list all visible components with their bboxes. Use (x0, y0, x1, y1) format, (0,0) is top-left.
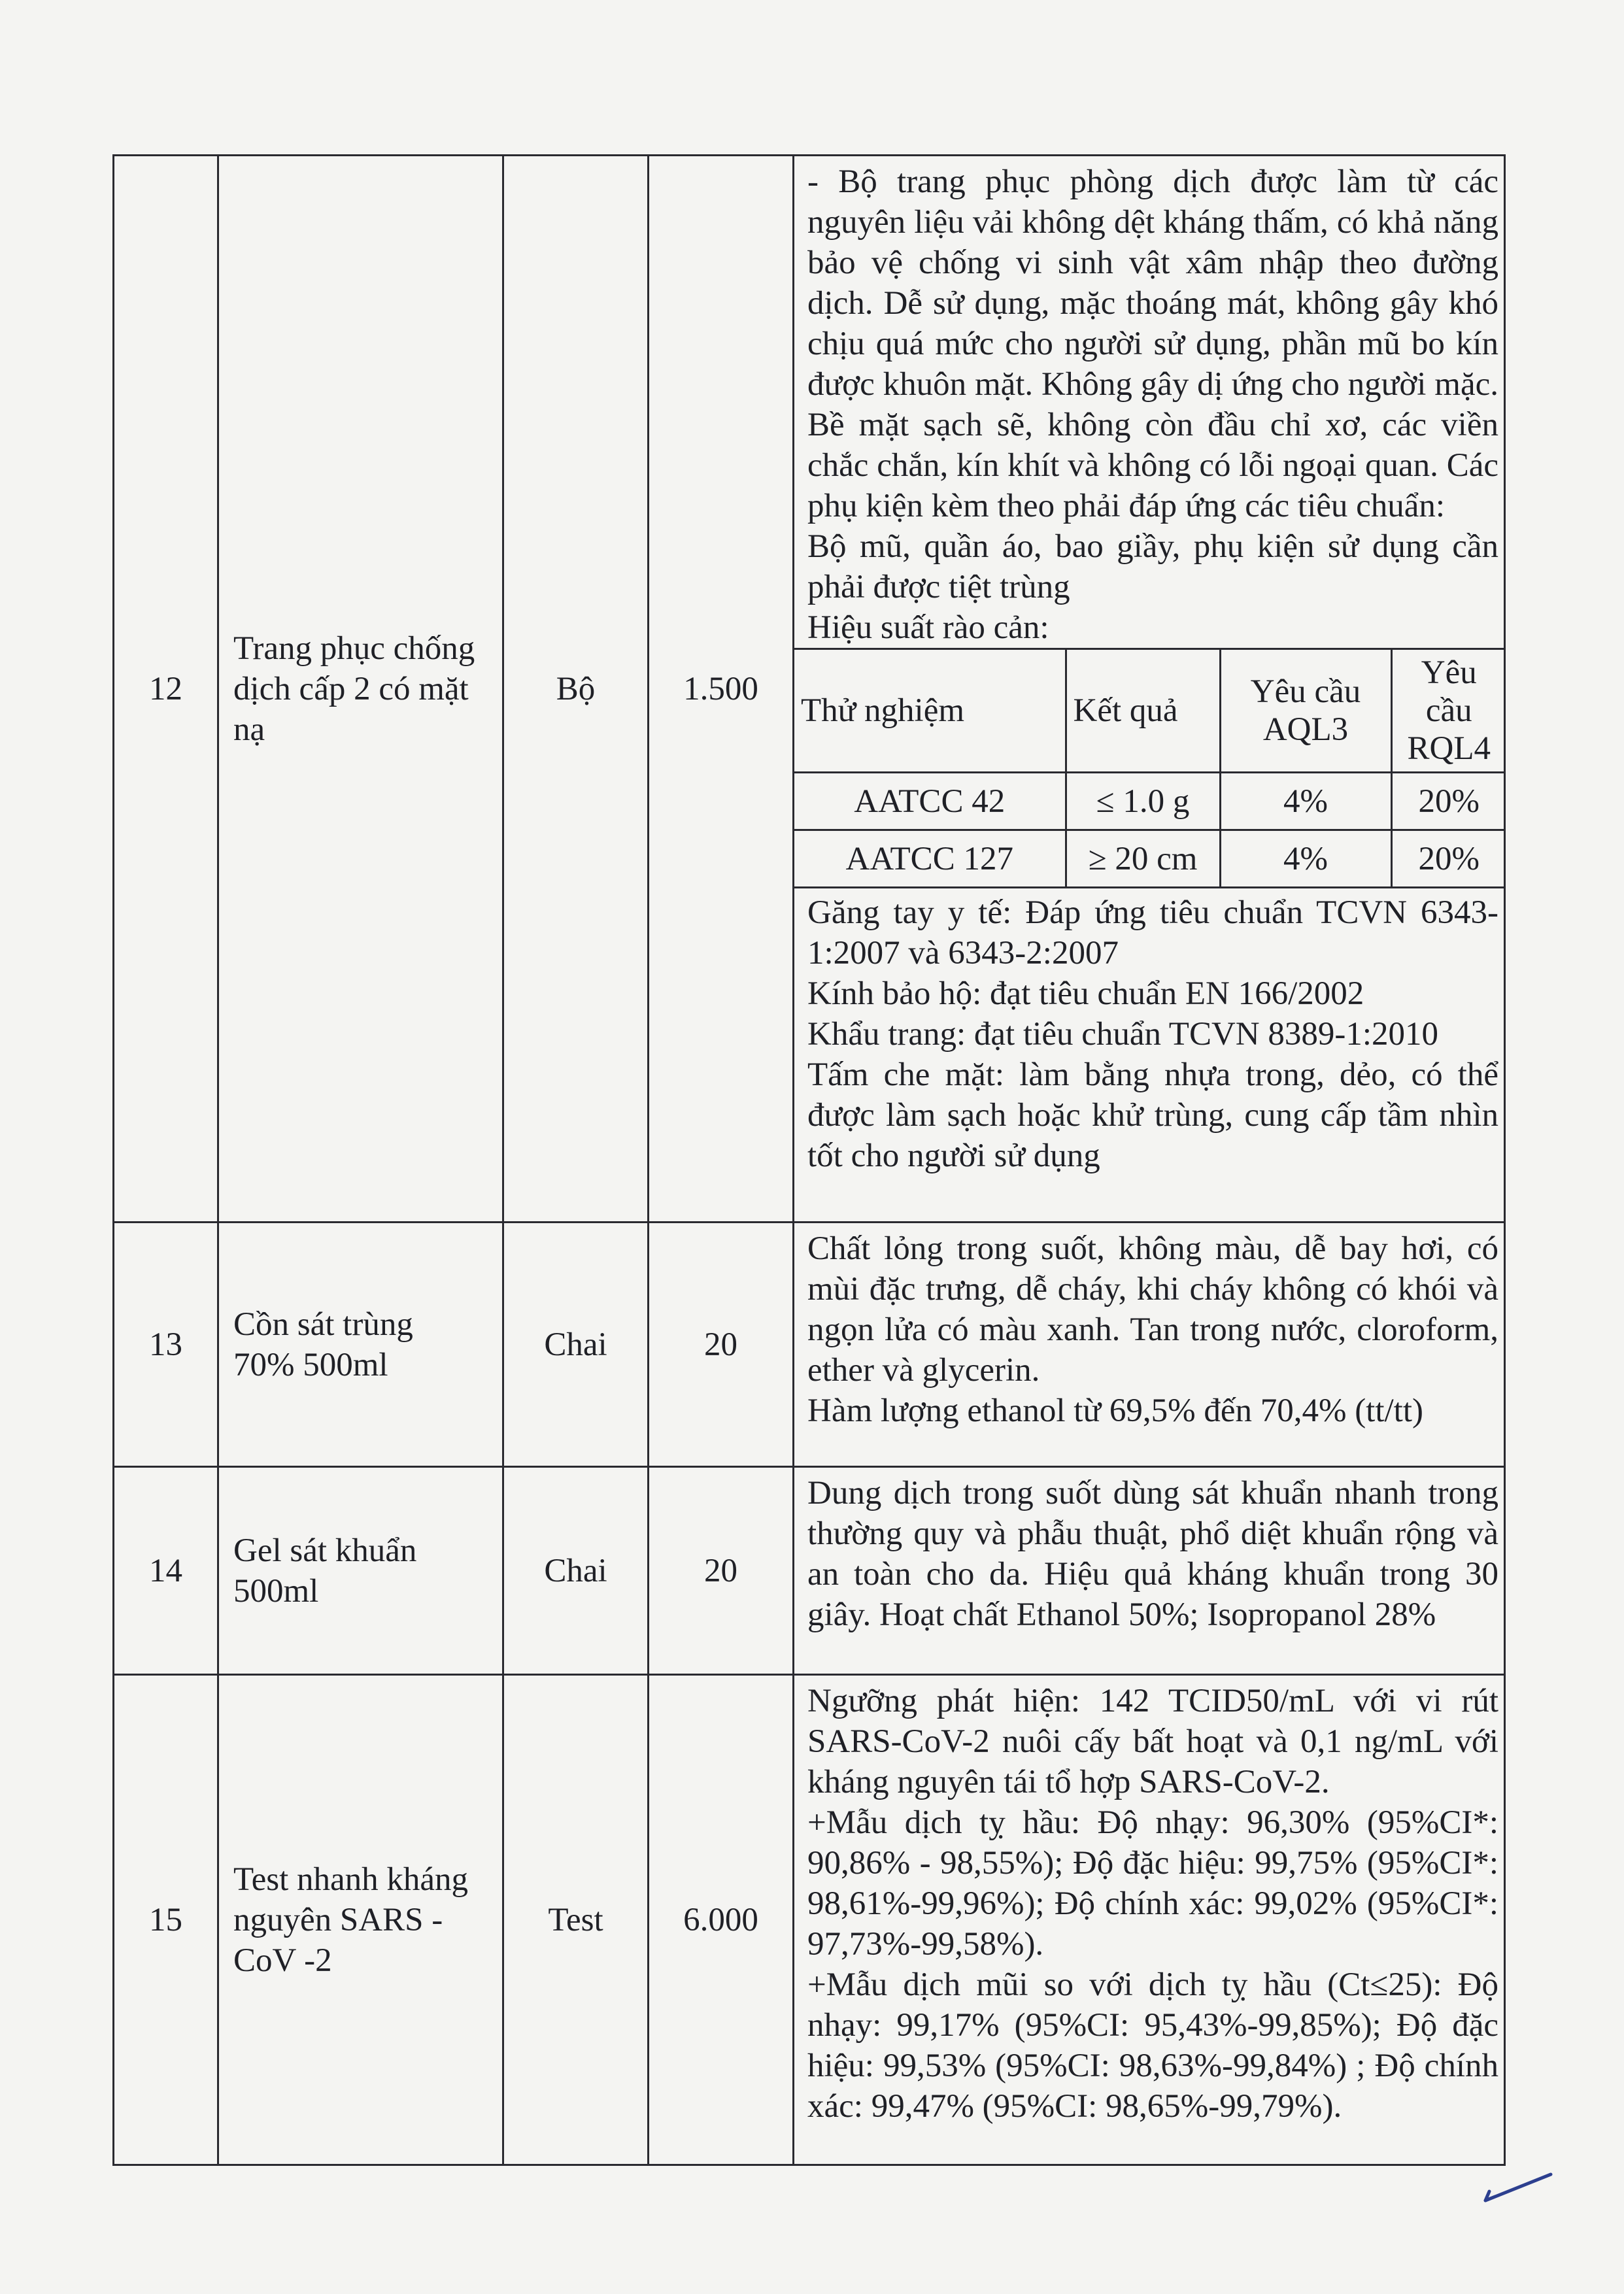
table-cell: 4% (1220, 773, 1391, 830)
table-cell: AATCC 127 (794, 830, 1066, 888)
row-number: 13 (114, 1223, 218, 1467)
spec-paragraph: +Mẫu dịch tỵ hầu: Độ nhạy: 96,30% (95%CI*: 90,86% - 98,55%); Độ đặc hiệu: 99,75% (95%CI*: 98,61%-99,96%); Độ chính xác: 99,02% (95%CI*: 97,73%-99,58%). (807, 1804, 1498, 1963)
table-row (114, 1223, 1505, 1467)
spec-paragraph: Chất lỏng trong suốt, không màu, dễ bay hơi, có mùi đặc trưng, dễ cháy, khi cháy không có khói và ngọn lửa có màu xanh. Tan trong nước, cloroform, ether và glycerin. (807, 1230, 1498, 1389)
item-specification (794, 1467, 1505, 1675)
table-row (114, 1467, 1505, 1675)
item-specification (794, 156, 1505, 1223)
spec-paragraph: Dung dịch trong suốt dùng sát khuẩn nhanh trong thường quy và phẫu thuật, phổ diệt khuẩn rộng và an toàn cho da. Hiệu quả kháng khuẩn trong 30 giây. Hoạt chất Ethanol 50%; Isopropanol 28% (807, 1475, 1498, 1633)
table-cell: 20% (1391, 830, 1506, 888)
spec-paragraph: Hàm lượng ethanol từ 69,5% đến 70,4% (tt/tt) (807, 1392, 1424, 1429)
item-specification (794, 1675, 1505, 2165)
barrier-performance-table-wrap (794, 648, 1504, 888)
spec-paragraph: Găng tay y tế: Đáp ứng tiêu chuẩn TCVN 6343-1:2007 và 6343-2:2007 (807, 894, 1498, 971)
table-cell: AATCC 42 (794, 773, 1066, 830)
column-header: Yêu cầu AQL3 (1220, 649, 1391, 773)
item-unit: Chai (503, 1223, 649, 1467)
table-row (794, 830, 1506, 888)
spec-paragraph: Kính bảo hộ: đạt tiêu chuẩn EN 166/2002 (807, 975, 1364, 1012)
barrier-performance-table (794, 648, 1506, 888)
item-quantity: 6.000 (649, 1675, 794, 2165)
table-header-row (794, 649, 1506, 773)
item-name: Gel sát khuẩn 500ml (218, 1467, 503, 1675)
table-row (114, 1675, 1505, 2165)
row-number: 15 (114, 1675, 218, 2165)
row-number: 12 (114, 156, 218, 1223)
item-specification (794, 1223, 1505, 1467)
table-cell: 20% (1391, 773, 1506, 830)
item-name: Test nhanh kháng nguyên SARS - CoV -2 (218, 1675, 503, 2165)
item-name: Trang phục chống dịch cấp 2 có mặt nạ (218, 156, 503, 1223)
item-quantity: 20 (649, 1467, 794, 1675)
row-number: 14 (114, 1467, 218, 1675)
specification-table (112, 154, 1506, 2166)
handwritten-initial-mark (1479, 2169, 1557, 2208)
spec-paragraph: Hiệu suất rào cản: (807, 609, 1049, 646)
item-unit: Chai (503, 1467, 649, 1675)
column-header: Yêu cầu RQL4 (1391, 649, 1506, 773)
table-cell: ≤ 1.0 g (1066, 773, 1220, 830)
spec-paragraph: Ngưỡng phát hiện: 142 TCID50/mL với vi rút SARS-CoV-2 nuôi cấy bất hoạt và 0,1 ng/mL với kháng nguyên tái tổ hợp SARS-CoV-2. (807, 1683, 1498, 1800)
table-row (794, 773, 1506, 830)
table-row (114, 156, 1505, 1223)
table-cell: 4% (1220, 830, 1391, 888)
item-quantity: 1.500 (649, 156, 794, 1223)
table-cell: ≥ 20 cm (1066, 830, 1220, 888)
column-header: Thử nghiệm (794, 649, 1066, 773)
item-name: Cồn sát trùng 70% 500ml (218, 1223, 503, 1467)
item-unit: Bộ (503, 156, 649, 1223)
spec-paragraph: - Bộ trang phục phòng dịch được làm từ các nguyên liệu vải không dệt kháng thấm, có khả năng bảo vệ chống vi sinh vật xâm nhập theo đường dịch. Dễ sử dụng, mặc thoáng mát, không gây khó chịu quá mức cho người sử dụng, phần mũ bo kín được khuôn mặt. Không gây dị ứng cho người mặc. Bề mặt sạch sẽ, không còn đầu chỉ xơ, các viền chắc chắn, kín khít và không có lỗi ngoại quan. Các phụ kiện kèm theo phải đáp ứng các tiêu chuẩn: (807, 163, 1498, 524)
spec-paragraph: +Mẫu dịch mũi so với dịch tỵ hầu (Ct≤25): Độ nhạy: 99,17% (95%CI: 95,43%-99,85%); Độ đặc hiệu: 99,53% (95%CI: 98,63%-99,84%) ; Độ chính xác: 99,47% (95%CI: 98,65%-99,79%). (807, 1966, 1498, 2125)
spec-accessories (807, 888, 1498, 1176)
item-unit: Test (503, 1675, 649, 2165)
item-quantity: 20 (649, 1223, 794, 1467)
spec-paragraph: Bộ mũ, quần áo, bao giầy, phụ kiện sử dụng cần phải được tiệt trùng (807, 528, 1498, 605)
spec-paragraph: Tấm che mặt: làm bằng nhựa trong, dẻo, có thể được làm sạch hoặc khử trùng, cung cấp tầm nhìn tốt cho người sử dụng (807, 1056, 1498, 1174)
spec-paragraph: Khẩu trang: đạt tiêu chuẩn TCVN 8389-1:2010 (807, 1016, 1439, 1053)
column-header: Kết quả (1066, 649, 1220, 773)
